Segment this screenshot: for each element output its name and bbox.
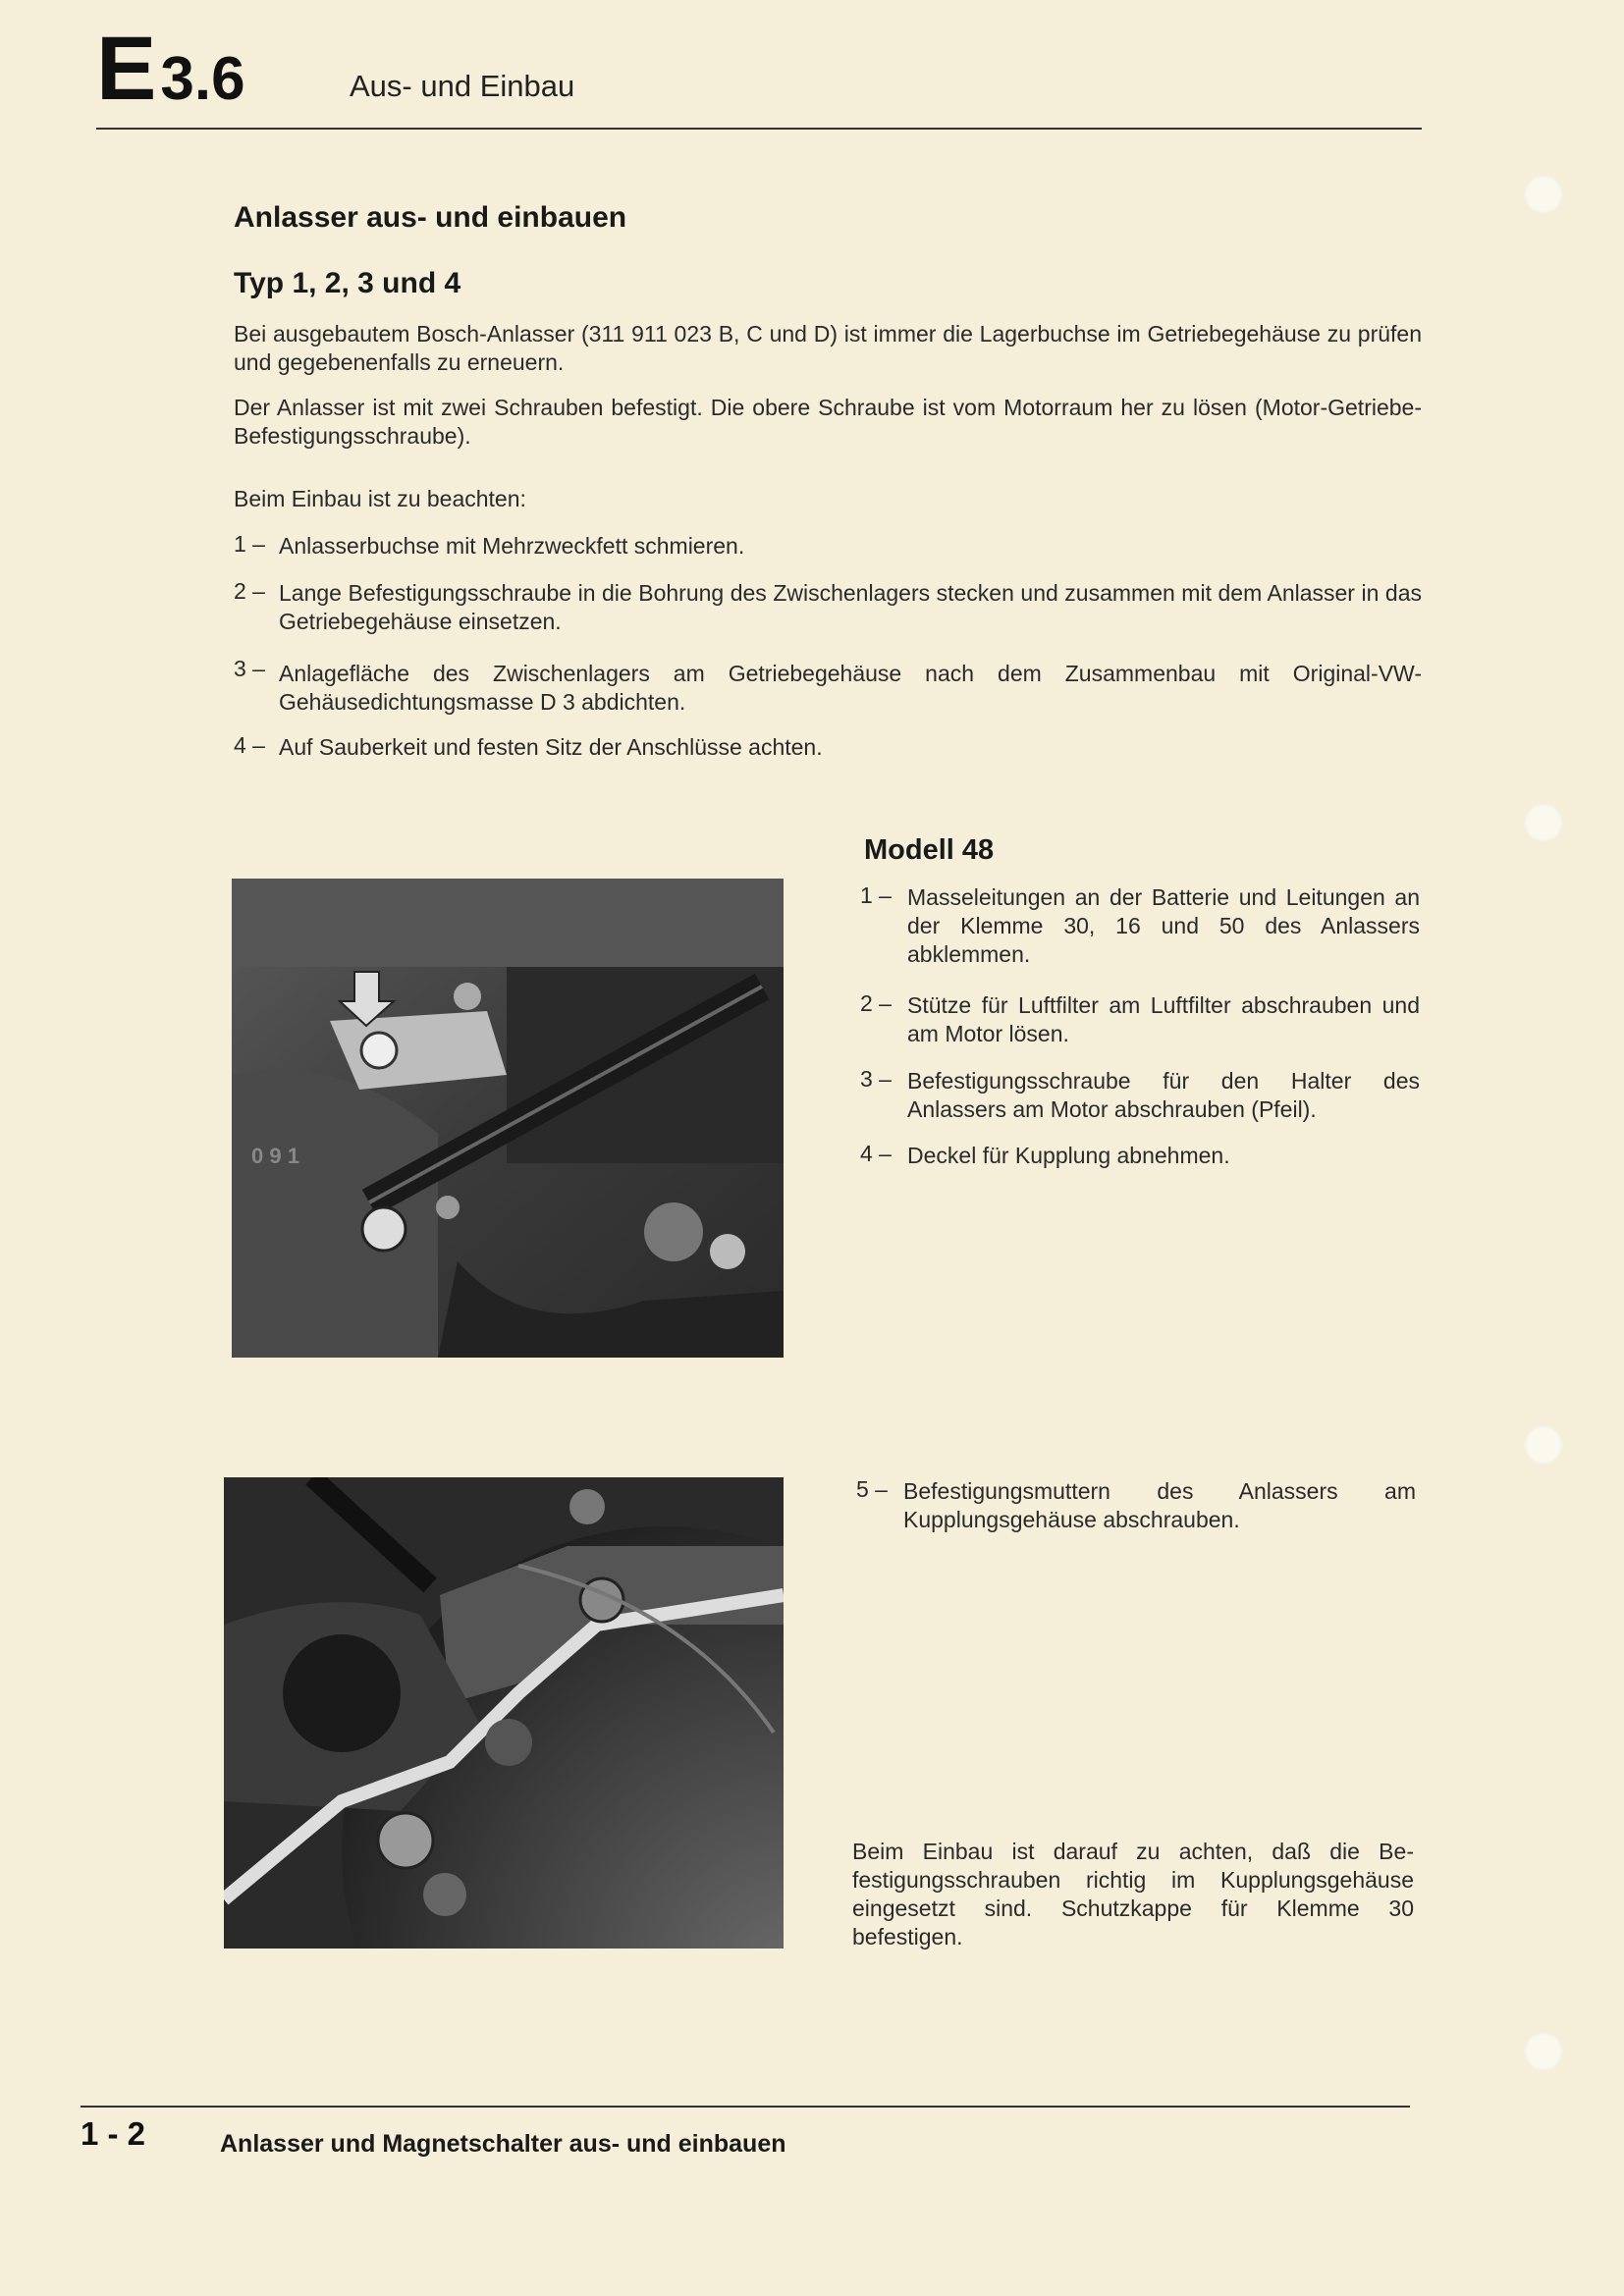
list-item-number: 1 –: [234, 531, 265, 557]
engine-photo-graphic: [232, 879, 784, 1358]
footer-chapter-title: Anlasser und Magnetschalter aus- und einbauen: [220, 2130, 786, 2158]
engine-photo-clutch-housing: [224, 1477, 784, 1949]
list-item-text: Anlagefläche des Zwischenlagers am Getriebegehäuse nach dem Zusammenbau mit Original-VW-Gehäusedichtungsmasse D 3 abdichten.: [279, 661, 1422, 715]
list-item-text: Stütze für Luftfilter am Luftfilter abschrauben und am Motor lösen.: [907, 992, 1420, 1046]
section-heading: Anlasser aus- und einbauen: [234, 201, 627, 234]
section-subheading: Typ 1, 2, 3 und 4: [234, 267, 461, 299]
engine-photo-starter-bracket: [232, 879, 784, 1358]
modell-install-note: Beim Einbau ist darauf zu achten, daß die Befestigungsschrauben richtig im Kupplungsgehäuse eingesetzt sind. Schutzkappe für Klemme 30 befestigen.: [852, 1839, 1414, 1949]
binding-hole: [1524, 175, 1563, 214]
list-item-number: 3 –: [234, 656, 265, 681]
list-item-number: 2 –: [860, 990, 892, 1016]
list-item-text: Deckel für Kupplung abnehmen.: [907, 1143, 1230, 1168]
paragraph-bearing-check: Bei ausgebautem Bosch-Anlasser (311 911 023 B, C und D) ist immer die Lagerbuchse im Getriebegehäuse zu prüfen und gegebenenfalls zu erneuern.: [234, 321, 1422, 375]
list-item-text: Auf Sauberkeit und festen Sitz der Anschlüsse achten.: [279, 734, 823, 760]
binding-hole: [1524, 803, 1563, 842]
footer-divider: [81, 2106, 1410, 2108]
list-item-number: 4 –: [234, 732, 265, 758]
section-code: [96, 19, 245, 119]
list-item-text: Lange Befestigungsschraube in die Bohrung des Zwischenlagers stecken und zusammen mit dem Anlasser in das Getriebegehäuse einsetzen.: [279, 580, 1422, 634]
list-item-number: 4 –: [860, 1141, 892, 1166]
page-title: Aus- und Einbau: [350, 69, 575, 103]
paragraph-starter-mounting: Der Anlasser ist mit zwei Schrauben befestigt. Die obere Schraube ist vom Motorraum her zu lösen (Motor-Getriebe-Befestigungsschraube).: [234, 395, 1422, 449]
binding-hole: [1524, 2032, 1563, 2071]
list-item-text: Befestigungsmuttern des Anlassers am Kupplungsgehäuse abschrauben.: [903, 1478, 1416, 1532]
list-item-text: Befestigungsschraube für den Halter des Anlassers am Motor abschrauben (Pfeil).: [907, 1068, 1420, 1122]
section-code-number: 3.6: [160, 45, 245, 113]
list-item-text: Masseleitungen an der Batterie und Leitungen an der Klemme 30, 16 und 50 des Anlassers abklemmen.: [907, 884, 1420, 967]
binding-hole: [1524, 1425, 1563, 1465]
section-code-letter: E: [96, 19, 157, 119]
list-item-text: Anlasserbuchse mit Mehrzweckfett schmieren.: [279, 533, 745, 559]
modell-heading: Modell 48: [864, 834, 995, 866]
list-item-number: 1 –: [860, 882, 892, 908]
header-divider: [96, 128, 1422, 130]
list-item-number: 2 –: [234, 578, 265, 604]
list-item-number: 3 –: [860, 1066, 892, 1092]
page-number: 1 - 2: [81, 2115, 146, 2152]
engine-photo-graphic: [224, 1477, 784, 1949]
svg-text:0 9 1: 0 9 1: [251, 1144, 299, 1168]
list-item-number: 5 –: [856, 1476, 888, 1502]
install-note-heading: Beim Einbau ist zu beachten:: [234, 486, 526, 511]
